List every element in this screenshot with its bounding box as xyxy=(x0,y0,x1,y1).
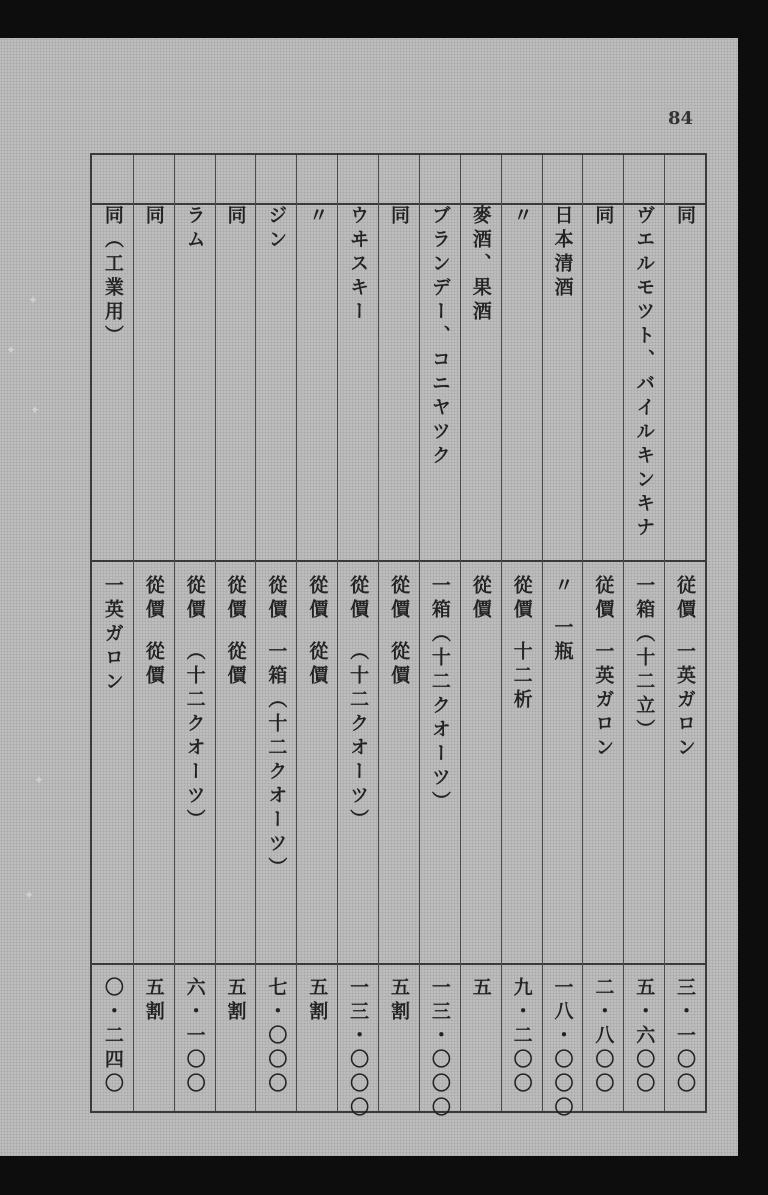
margin-speck: ✦ xyxy=(24,888,35,902)
table-row xyxy=(378,155,419,1111)
duty-basis: 従價 xyxy=(674,575,697,623)
duty-basis: 從價 xyxy=(306,575,329,623)
table-row xyxy=(664,155,705,1111)
column-rule xyxy=(623,155,624,1111)
item-name: 同 xyxy=(592,205,615,229)
duty-basis: 從價 xyxy=(265,575,288,623)
duty-rate: 五割 xyxy=(224,977,247,1025)
item-name: 同（工業用） xyxy=(101,205,124,349)
column-rule xyxy=(255,155,256,1111)
table-row xyxy=(460,155,501,1111)
column-rule xyxy=(582,155,583,1111)
table-row xyxy=(582,155,623,1111)
table-row xyxy=(174,155,215,1111)
item-name: ブランデー、コニヤツク xyxy=(428,205,451,469)
duty-basis: 一瓶 xyxy=(551,617,574,665)
duty-rate: 五・六〇〇 xyxy=(633,977,656,1097)
duty-basis: 從價 xyxy=(142,641,165,689)
duty-basis: 〃 xyxy=(551,575,574,599)
table-row xyxy=(296,155,337,1111)
column-rule xyxy=(296,155,297,1111)
duty-basis: 一英ガロン xyxy=(101,575,124,695)
table-row xyxy=(92,155,133,1111)
duty-basis: 從價 xyxy=(387,575,410,623)
item-name: ヴエルモツト、バイルキンキナ xyxy=(633,205,656,541)
column-rule xyxy=(664,155,665,1111)
table-row xyxy=(255,155,296,1111)
duty-basis: 従價 xyxy=(592,575,615,623)
duty-rate: 五割 xyxy=(306,977,329,1025)
item-name: 麥酒、果酒 xyxy=(469,205,492,325)
duty-rate: 二・八〇〇 xyxy=(592,977,615,1097)
duty-basis: 一箱（十二クオーツ） xyxy=(265,641,288,881)
item-name: ジン xyxy=(265,205,288,253)
margin-speck: ✦ xyxy=(30,403,41,417)
item-name: 同 xyxy=(224,205,247,229)
duty-rate: 五 xyxy=(469,977,492,1001)
table-row xyxy=(501,155,542,1111)
margin-speck: ✦ xyxy=(6,343,17,357)
duty-rate: 一八・〇〇〇 xyxy=(551,977,574,1121)
duty-basis: 一箱（十二クオーツ） xyxy=(428,575,451,815)
item-name: 日本清酒 xyxy=(551,205,574,301)
duty-rate: 五割 xyxy=(387,977,410,1025)
column-rule xyxy=(501,155,502,1111)
duty-basis: 一箱（十二立） xyxy=(633,575,656,743)
duty-basis: 從價 xyxy=(347,575,370,623)
duty-rate: 一三・〇〇〇 xyxy=(347,977,370,1121)
table-row xyxy=(215,155,256,1111)
item-name: 同 xyxy=(387,205,410,229)
duty-rate: 九・二〇〇 xyxy=(510,977,533,1097)
duty-rate: 一三・〇〇〇 xyxy=(428,977,451,1121)
duty-basis: （十二クオーツ） xyxy=(347,641,370,833)
duty-rate: 三・一〇〇 xyxy=(674,977,697,1097)
book-page xyxy=(0,38,738,1156)
duty-rate: 六・一〇〇 xyxy=(183,977,206,1097)
duty-basis: 從價 xyxy=(224,575,247,623)
column-rule xyxy=(174,155,175,1111)
item-name: 同 xyxy=(142,205,165,229)
table-row xyxy=(337,155,378,1121)
duty-basis: （十二クオーツ） xyxy=(183,641,206,833)
column-rule xyxy=(378,155,379,1111)
column-rule xyxy=(542,155,543,1111)
duty-basis: 從價 xyxy=(224,641,247,689)
item-name: ウヰスキー xyxy=(347,205,370,325)
item-name: ラム xyxy=(183,205,206,253)
column-rule xyxy=(337,155,338,1111)
duty-basis: 從價 xyxy=(306,641,329,689)
duty-rate: 〇・二四〇 xyxy=(101,977,124,1097)
column-rule xyxy=(215,155,216,1111)
item-name: 〃 xyxy=(306,205,329,229)
duty-basis: 從價 xyxy=(469,575,492,623)
margin-speck: ✦ xyxy=(28,293,39,307)
item-name: 同 xyxy=(674,205,697,229)
duty-basis: 一英ガロン xyxy=(592,641,615,761)
table-row xyxy=(542,155,583,1121)
duty-basis: 從價 xyxy=(183,575,206,623)
item-name: 〃 xyxy=(510,205,533,229)
column-rule xyxy=(460,155,461,1111)
column-rule xyxy=(133,155,134,1111)
column-rule xyxy=(419,155,420,1111)
duty-rate: 五割 xyxy=(142,977,165,1025)
page-number: 84 xyxy=(668,108,694,129)
duty-basis: 一英ガロン xyxy=(674,641,697,761)
duty-basis: 從價 xyxy=(510,575,533,623)
table-row xyxy=(133,155,174,1111)
table-row xyxy=(419,155,460,1121)
tariff-table xyxy=(90,153,707,1121)
duty-rate: 七・〇〇〇 xyxy=(265,977,288,1097)
table-row xyxy=(623,155,664,1111)
duty-basis: 從價 xyxy=(142,575,165,623)
duty-basis: 從價 xyxy=(387,641,410,689)
duty-basis: 十二析 xyxy=(510,641,533,713)
margin-speck: ✦ xyxy=(34,773,45,787)
